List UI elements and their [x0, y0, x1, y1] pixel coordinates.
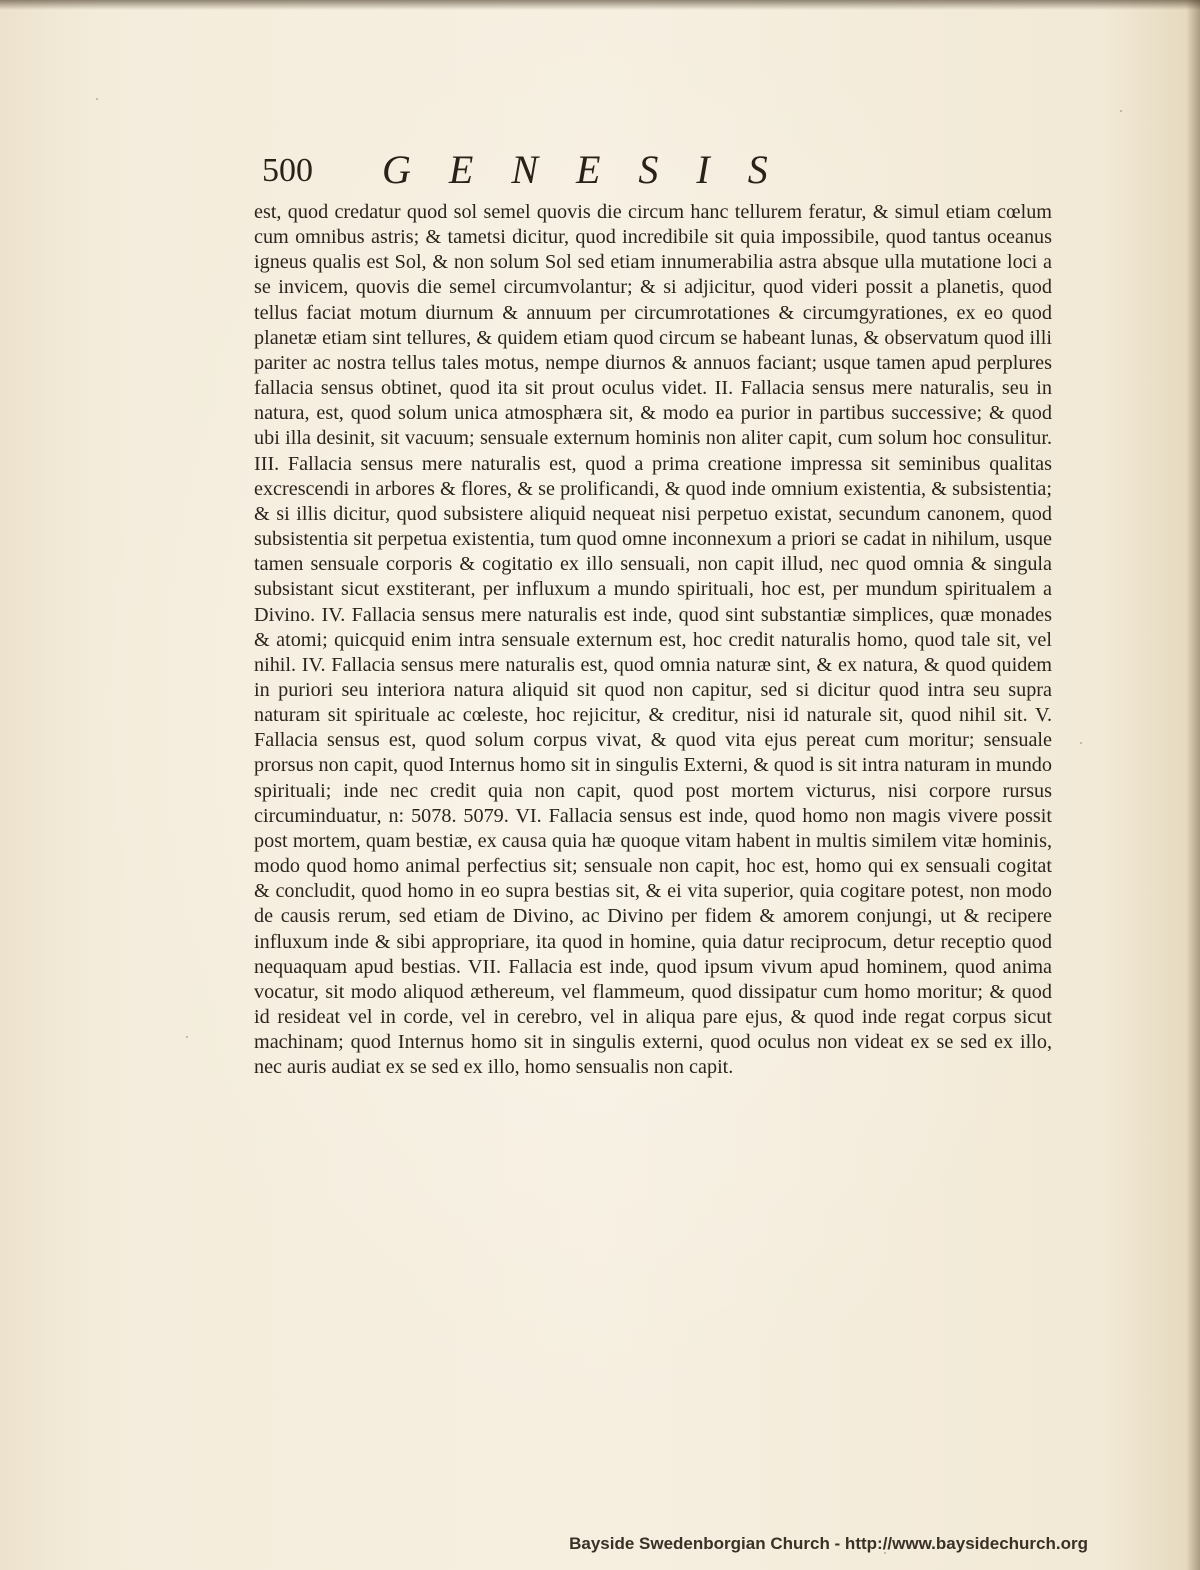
body-paragraph: est, quod credatur quod sol semel quovis die circum hanc tellurem feratur, & simul etiam cœlum cum omnibus astris; & tametsi dicitur, quod incredibile sit quia impossibile, quod tantus oceanus igneus qualis est Sol, & non solum Sol sed etiam innumerabilia astra absque ulla mutatione loci a se invicem, quovis die semel circumvolantur; & si adjicitur, quod videri possit a planetis, quod tellus faciat motum diurnum & annuum per circumrotationes & circumgyrationes, ex eo quod planetæ etiam sint tellures, & quidem etiam quod circum se habeant lunas, & observatum quod illi pariter ac nostra tellus tales motus, nempe diurnos & annuos faciant; usque tamen apud perplures fallacia sensus obtinet, quod ita sit prout oculus videt. II. Fallacia sensus mere naturalis, seu in natura, est, quod solum unica atmosphæra sit, & modo ea purior in partibus successive; & quod ubi illa desinit, sit vacuum; sensuale externum hominis non aliter capit, cum solum hoc consulitur. III. Fallacia sensus mere naturalis est, quod a prima creatione impressa sit seminibus qualitas excrescendi in arbores & flores, & se prolificandi, & quod inde omnium existentia, & subsistentia; & si illis dicitur, quod subsistere aliquid nequeat nisi perpetuo existat, secundum canonem, quod subsistentia sit perpetua existentia, tum quod omne inconnexum a priori se cadat in nihilum, usque tamen sensuale corporis & cogitatio ex illo sensuali, non capit illud, nec quod omnia & singula subsistant sicut exstiterant, per influxum a mundo spirituali, hoc est, per mundum spiritualem a Divino. IV. Fallacia sensus mere naturalis est inde, quod sint substantiæ simplices, quæ monades & atomi; quicquid enim intra sensuale externum est, hoc credit naturalis homo, quod tale sit, vel nihil. IV. Fallacia sensus mere naturalis est, quod omnia naturæ sint, & ex natura, & quod quidem in puriori seu interiora natura aliquid sit quod non capitur, sed si dicitur quod intra seu supra naturam sit spirituale ac cœleste, hoc rejicitur, & creditur, nisi id naturale sit, quod nihil sit. V. Fallacia sensus est, quod solum corpus vivat, & quod vita ejus pereat cum moritur; sensuale prorsus non capit, quod Internus homo sit in singulis Externi, & quod is sit intra naturam in mundo spirituali; inde nec credit quia non capit, quod post mortem victurus, nisi corpore rursus circuminduatur, n: 5078. 5079. VI. Fallacia sensus est inde, quod homo non magis vivere possit post mortem, quam bestiæ, ex causa quia hæ quoque vitam habent in multis similem vitæ hominis, modo quod homo animal perfectius sit; sensuale non capit, hoc est, homo qui ex sensuali cogitat & concludit, quod homo in eo supra bestias sit, & ei vita superior, quia cogitare potest, non modo de causis rerum, sed etiam de Divino, ac Divino per fidem & amorem conjungi, ut & recipere influxum inde & sibi appropriare, ita quod in homine, quia datur reciprocum, detur receptio quod nequaquam apud bestias. VII. Fallacia est inde, quod ipsum vivum apud hominem, quod anima vocatur, sit modo aliquod æthereum, vel flammeum, quod dissipatur cum homo moritur; & quod id resideat vel in corde, vel in cerebro, vel in aliqua pare ejus, & quod inde regat corpus sicut machinam; quod Internus homo sit in singulis externi, quod oculus non videat ex se sed ex illo, nec auris audiat ex se sed ex illo, homo sensualis non capit. — [254, 201, 1052, 1079]
page-right-edge-shadow — [1186, 0, 1200, 1570]
page-header — [262, 146, 942, 196]
page-top-edge-shadow — [0, 0, 1200, 10]
page-number: 500 — [262, 152, 313, 189]
watermark-footer: Bayside Swedenborgian Church - http://www.baysidechurch.org — [569, 1534, 1088, 1553]
body-text — [254, 200, 1052, 1080]
running-title: GENESIS — [382, 147, 806, 192]
